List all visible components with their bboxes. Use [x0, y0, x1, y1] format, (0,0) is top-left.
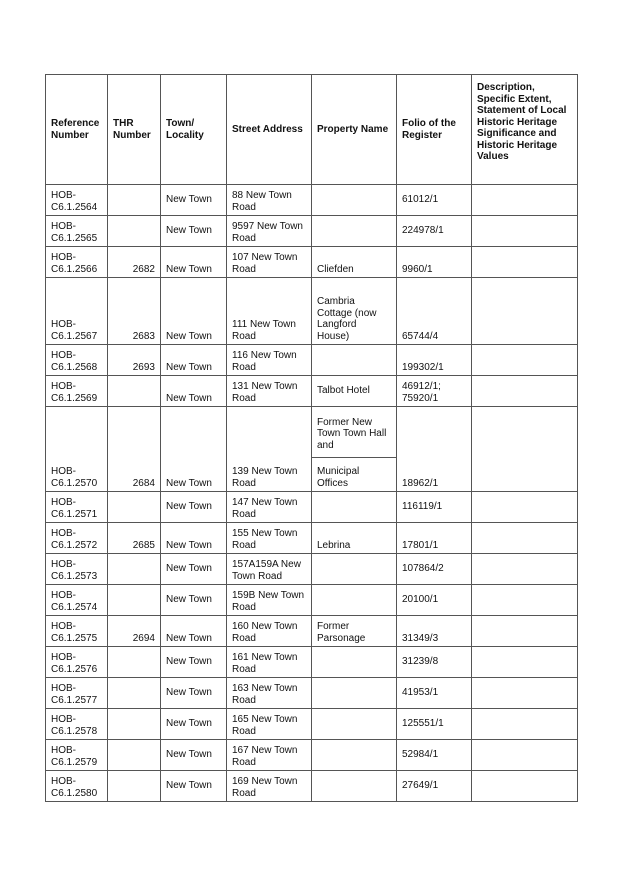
folio-cell: 18962/1 — [397, 407, 472, 492]
town-cell: New Town — [161, 247, 227, 278]
reference-number-cell: HOB-C6.1.2570 — [46, 407, 108, 492]
table-row — [46, 492, 578, 523]
town-cell: New Town — [161, 345, 227, 376]
thr-number-cell: 2685 — [108, 523, 161, 554]
thr-number-cell — [108, 740, 161, 771]
street-address-cell: 163 New Town Road — [227, 678, 312, 709]
property-name-cell — [312, 492, 397, 523]
reference-number-cell: HOB-C6.1.2565 — [46, 216, 108, 247]
thr-number-cell — [108, 678, 161, 709]
description-cell — [472, 678, 578, 709]
property-name-line-1: Former New Town Town Hall and — [312, 417, 396, 459]
folio-cell: 224978/1 — [397, 216, 472, 247]
town-cell: New Town — [161, 523, 227, 554]
street-address-cell: 155 New Town Road — [227, 523, 312, 554]
table-row — [46, 771, 578, 802]
town-cell: New Town — [161, 216, 227, 247]
town-cell: New Town — [161, 492, 227, 523]
thr-number-cell — [108, 492, 161, 523]
reference-number-cell: HOB-C6.1.2571 — [46, 492, 108, 523]
reference-number-cell: HOB-C6.1.2578 — [46, 709, 108, 740]
reference-number-cell: HOB-C6.1.2577 — [46, 678, 108, 709]
thr-number-cell: 2693 — [108, 345, 161, 376]
description-cell — [472, 740, 578, 771]
description-cell — [472, 247, 578, 278]
table-row — [46, 185, 578, 216]
folio-cell: 125551/1 — [397, 709, 472, 740]
town-cell: New Town — [161, 616, 227, 647]
thr-number-cell: 2684 — [108, 407, 161, 492]
folio-cell: 31349/3 — [397, 616, 472, 647]
town-cell: New Town — [161, 185, 227, 216]
town-cell: New Town — [161, 376, 227, 407]
thr-number-cell — [108, 185, 161, 216]
street-address-cell: 116 New Town Road — [227, 345, 312, 376]
folio-cell: 17801/1 — [397, 523, 472, 554]
folio-cell: 52984/1 — [397, 740, 472, 771]
table-row — [46, 376, 578, 407]
property-name-cell — [312, 771, 397, 802]
table-header-row — [46, 75, 578, 185]
property-name-cell — [312, 216, 397, 247]
thr-number-cell: 2682 — [108, 247, 161, 278]
street-address-cell: 169 New Town Road — [227, 771, 312, 802]
description-cell — [472, 709, 578, 740]
table-body — [46, 185, 578, 802]
reference-number-cell: HOB-C6.1.2564 — [46, 185, 108, 216]
description-cell — [472, 616, 578, 647]
property-name-cell: Cliefden — [312, 247, 397, 278]
thr-number-cell — [108, 771, 161, 802]
description-cell — [472, 407, 578, 492]
reference-number-cell: HOB-C6.1.2579 — [46, 740, 108, 771]
description-cell — [472, 492, 578, 523]
folio-cell: 41953/1 — [397, 678, 472, 709]
property-name-cell — [312, 678, 397, 709]
reference-number-cell: HOB-C6.1.2567 — [46, 278, 108, 345]
property-name-cell: Cambria Cottage (now Langford House) — [312, 278, 397, 345]
folio-cell: 65744/4 — [397, 278, 472, 345]
description-cell — [472, 345, 578, 376]
property-name-cell — [312, 585, 397, 616]
table-row — [46, 216, 578, 247]
property-name-cell — [312, 647, 397, 678]
property-name-cell: Talbot Hotel — [312, 376, 397, 407]
table-row — [46, 523, 578, 554]
property-name-cell: Lebrina — [312, 523, 397, 554]
street-address-cell: 88 New Town Road — [227, 185, 312, 216]
table-row — [46, 585, 578, 616]
street-address-cell: 9597 New Town Road — [227, 216, 312, 247]
property-name-cell — [312, 345, 397, 376]
town-cell: New Town — [161, 647, 227, 678]
description-cell — [472, 278, 578, 345]
reference-number-cell: HOB-C6.1.2566 — [46, 247, 108, 278]
street-address-cell: 131 New Town Road — [227, 376, 312, 407]
property-name-cell — [312, 554, 397, 585]
street-address-cell: 147 New Town Road — [227, 492, 312, 523]
folio-cell: 20100/1 — [397, 585, 472, 616]
reference-number-cell: HOB-C6.1.2573 — [46, 554, 108, 585]
town-cell: New Town — [161, 678, 227, 709]
thr-number-cell — [108, 216, 161, 247]
folio-cell: 116119/1 — [397, 492, 472, 523]
town-cell: New Town — [161, 278, 227, 345]
folio-cell: 27649/1 — [397, 771, 472, 802]
reference-number-cell: HOB-C6.1.2576 — [46, 647, 108, 678]
description-cell — [472, 554, 578, 585]
property-name-cell — [312, 740, 397, 771]
folio-cell: 9960/1 — [397, 247, 472, 278]
folio-cell: 107864/2 — [397, 554, 472, 585]
thr-number-cell — [108, 647, 161, 678]
property-name-line-2: Municipal Offices — [317, 466, 360, 489]
street-address-cell: 161 New Town Road — [227, 647, 312, 678]
table-row — [46, 709, 578, 740]
table-row — [46, 345, 578, 376]
description-cell — [472, 216, 578, 247]
street-address-cell: 167 New Town Road — [227, 740, 312, 771]
folio-cell: 199302/1 — [397, 345, 472, 376]
street-address-cell: 165 New Town Road — [227, 709, 312, 740]
thr-number-cell — [108, 554, 161, 585]
table-row — [46, 554, 578, 585]
property-name-cell — [312, 407, 397, 492]
header-thr-number: THR Number — [108, 75, 161, 185]
header-street-address: Street Address — [227, 75, 312, 185]
description-cell — [472, 647, 578, 678]
folio-cell: 46912/1; 75920/1 — [397, 376, 472, 407]
thr-number-cell — [108, 709, 161, 740]
reference-number-cell: HOB-C6.1.2574 — [46, 585, 108, 616]
street-address-cell: 160 New Town Road — [227, 616, 312, 647]
street-address-cell: 159B New Town Road — [227, 585, 312, 616]
reference-number-cell: HOB-C6.1.2572 — [46, 523, 108, 554]
table-row — [46, 647, 578, 678]
table-row — [46, 407, 578, 492]
street-address-cell: 107 New Town Road — [227, 247, 312, 278]
thr-number-cell: 2683 — [108, 278, 161, 345]
reference-number-cell: HOB-C6.1.2568 — [46, 345, 108, 376]
header-town-locality: Town/ Locality — [161, 75, 227, 185]
description-cell — [472, 185, 578, 216]
description-cell — [472, 585, 578, 616]
town-cell: New Town — [161, 709, 227, 740]
property-name-cell: Former Parsonage — [312, 616, 397, 647]
reference-number-cell: HOB-C6.1.2569 — [46, 376, 108, 407]
header-folio: Folio of the Register — [397, 75, 472, 185]
property-name-cell — [312, 185, 397, 216]
folio-cell: 61012/1 — [397, 185, 472, 216]
table-row — [46, 616, 578, 647]
heritage-register-table — [45, 74, 578, 802]
thr-number-cell — [108, 585, 161, 616]
town-cell: New Town — [161, 771, 227, 802]
header-reference-number: Reference Number — [46, 75, 108, 185]
street-address-cell: 111 New Town Road — [227, 278, 312, 345]
table-row — [46, 247, 578, 278]
description-cell — [472, 771, 578, 802]
table-row — [46, 740, 578, 771]
folio-cell: 31239/8 — [397, 647, 472, 678]
town-cell: New Town — [161, 585, 227, 616]
town-cell: New Town — [161, 554, 227, 585]
thr-number-cell: 2694 — [108, 616, 161, 647]
town-cell: New Town — [161, 740, 227, 771]
thr-number-cell — [108, 376, 161, 407]
street-address-cell: 139 New Town Road — [227, 407, 312, 492]
table-row — [46, 678, 578, 709]
description-cell — [472, 523, 578, 554]
reference-number-cell: HOB-C6.1.2575 — [46, 616, 108, 647]
property-name-cell — [312, 709, 397, 740]
description-cell — [472, 376, 578, 407]
street-address-cell: 157A159A New Town Road — [227, 554, 312, 585]
header-description: Description, Specific Extent, Statement of Local Historic Heritage Significance and Historic Heritage Values — [472, 75, 578, 185]
header-property-name: Property Name — [312, 75, 397, 185]
town-cell: New Town — [161, 407, 227, 492]
reference-number-cell: HOB-C6.1.2580 — [46, 771, 108, 802]
table-row — [46, 278, 578, 345]
